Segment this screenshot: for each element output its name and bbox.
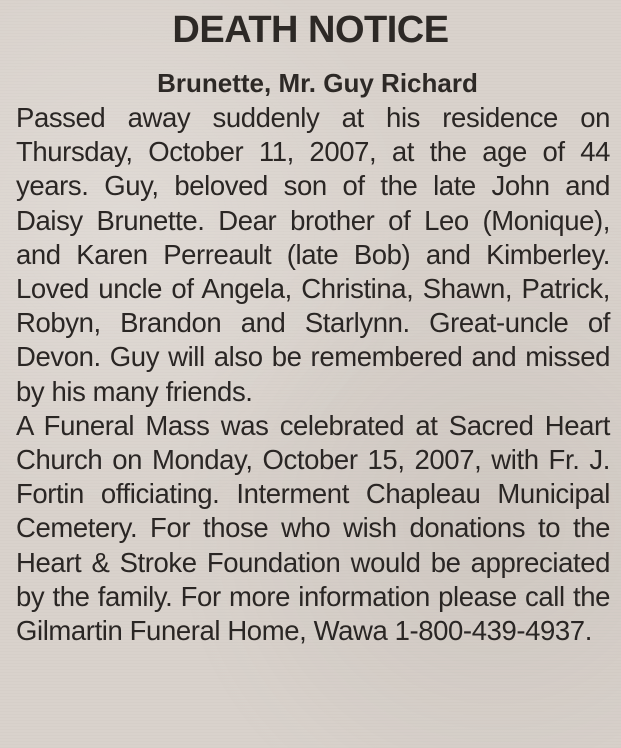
deceased-name: Brunette, Mr. Guy Richard [157, 68, 478, 98]
obituary-paragraph: Passed away suddenly at his residence on Thursday, October 11, 2007, at the age of 44 years. Guy, beloved son of the late John and Daisy Brunette. Dear brother of Leo (Monique), and Karen Perreault (late Bob) and Kimberley. Loved uncle of Angela, Christina, Shawn, Patrick, Robyn, Brandon and Starlynn. Great-uncle of Devon. Guy will also be remembered and missed by his many friends. [16, 102, 610, 407]
notice-body [16, 101, 610, 648]
funeral-details-paragraph: A Funeral Mass was celebrated at Sacred Heart Church on Monday, October 15, 2007, with Fr. J. Fortin officiating. Interment Chapleau Municipal Cemetery. For those who wish donations to the Heart & Stroke Foundation would be appreciated by the family. For more information please call the Gilmartin Funeral Home, Wawa 1-800-439-4937. [16, 409, 610, 647]
notice-title: DEATH NOTICE [172, 9, 449, 51]
